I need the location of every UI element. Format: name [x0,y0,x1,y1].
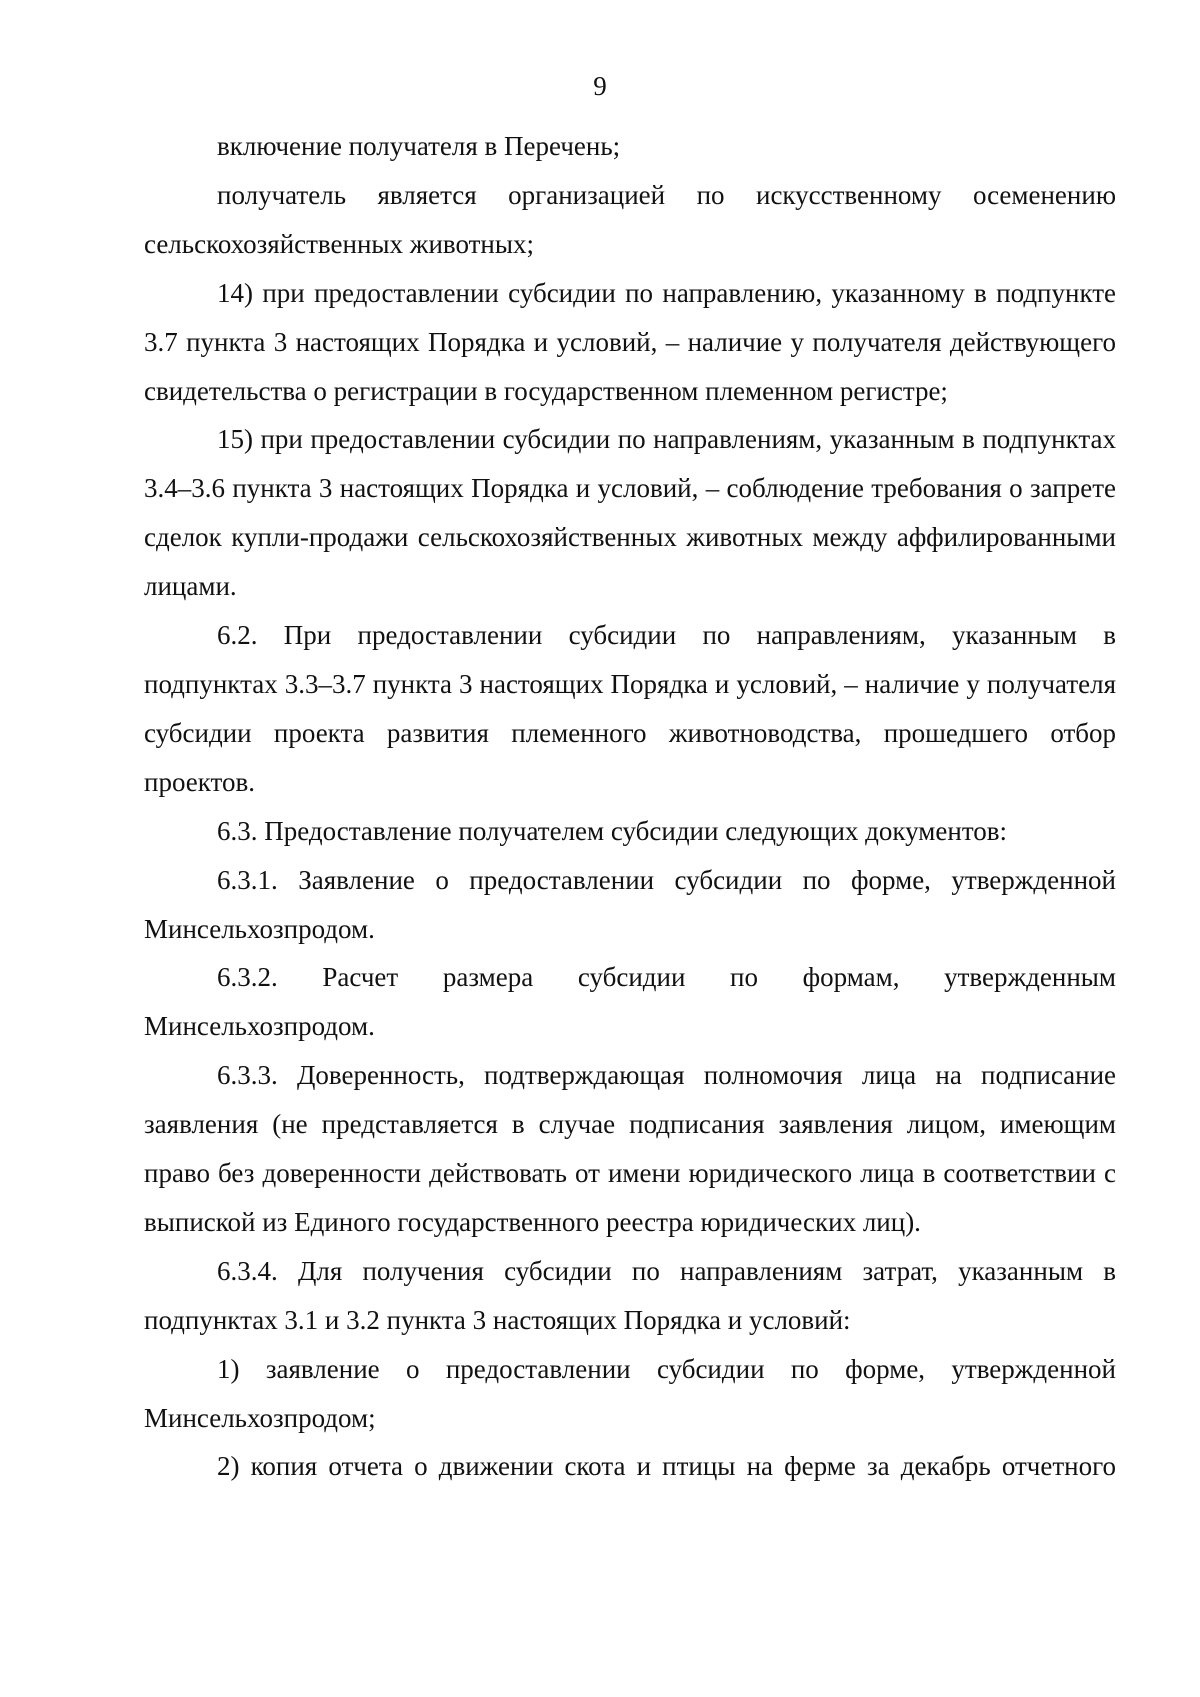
paragraph-6-3-1: 6.3.1. Заявление о предоставлении субсидии по форме, утвержденной Минсельхозпродом. [144,864,1116,944]
paragraph-list-item-2: 2) копия отчета о движении скота и птицы на ферме за декабрь отчетного [217,1451,1116,1482]
paragraph-6-2: 6.2. При предоставлении субсидии по направлениям, указанным в подпунктах 3.3–3.7 пункта 3 настоящих Порядка и условий, – наличие у получателя субсидии проекта развития племенного животноводства, прошедшего отбор проектов. [144,620,1116,797]
paragraph-6-3-4: 6.3.4. Для получения субсидии по направлениям затрат, указанным в подпунктах 3.1 и 3.2 пункта 3 настоящих Порядка и условий: [144,1255,1116,1335]
document-body [144,122,1116,1491]
paragraph-6-3-2: 6.3.2. Расчет размера субсидии по формам, утвержденным Минсельхозпродом. [144,962,1116,1042]
paragraph-recipient-in-list: включение получателя в Перечень; [217,131,621,161]
paragraph-6-3-3: 6.3.3. Доверенность, подтверждающая полномочия лица на подписание заявления (не представляется в случае подписания заявления лицом, имеющим право без доверенности действовать от имени юридического лица в соответствии с выпиской из Единого государственного реестра юридических лиц). [144,1060,1116,1237]
paragraph-item-15: 15) при предоставлении субсидии по направлениям, указанным в подпунктах 3.4–3.6 пункта 3 настоящих Порядка и условий, – соблюдение требования о запрете сделок купли-продажи сельскохозяйственных животных между аффилированными лицами. [144,424,1116,602]
page-number: 9 [593,71,607,101]
paragraph-6-3: 6.3. Предоставление получателем субсидии следующих документов: [217,815,1008,846]
paragraph-list-item-1: 1) заявление о предоставлении субсидии по форме, утвержденной Минсельхозпродом; [144,1353,1116,1433]
paragraph-insemination-organization: получатель является организацией по искусственному осеменению сельскохозяйственных животных; [144,179,1116,259]
paragraph-item-14: 14) при предоставлении субсидии по направлению, указанному в подпункте 3.7 пункта 3 настоящих Порядка и условий, – наличие у получателя действующего свидетельства о регистрации в государственном племенном регистре; [144,277,1116,406]
